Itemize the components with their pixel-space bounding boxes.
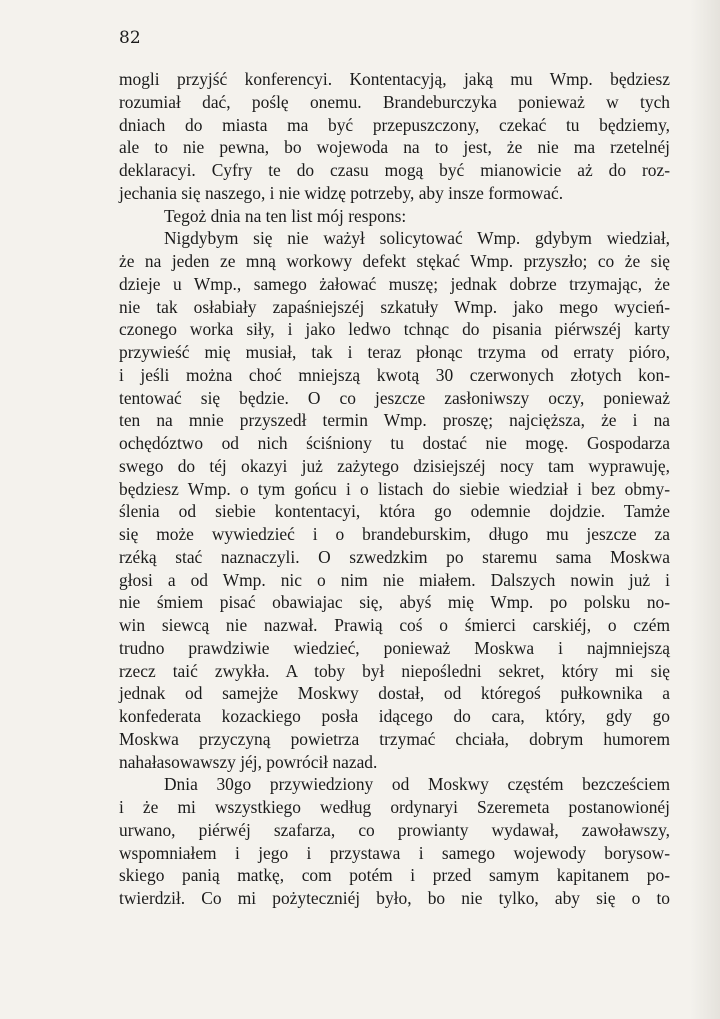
text-line: Dnia 30go przywiedziony od Moskwy częstém bezcześciem [164, 774, 670, 795]
text-line: Nigdybym się nie ważył solicytować Wmp. gdybym wiedział, [164, 228, 670, 249]
text-line: głosi a od Wmp. nic o nim nie miałem. Dalszych nowin już i [119, 569, 670, 590]
page-number: 82 [119, 28, 141, 48]
text-line: win siewcą nie nazwał. Prawią coś o śmierci carskiéj, o czém [119, 615, 670, 635]
text-line: dzieje u Wmp., samego żałować muszę; jednak dobrze trzymając, że [119, 273, 670, 294]
text-line: będziesz Wmp. o tym gońcu i o listach do siebie wiedział i bez obmy- [119, 478, 670, 499]
text-line: urwano, piérwéj szafarza, co prowianty wydawał, zawoławszy, [119, 819, 670, 840]
text-line: Tegoż dnia na ten list mój respons: [164, 205, 407, 226]
text-line: rzéką stać naznaczyli. O szwedzkim po staremu sama Moskwa [119, 546, 670, 567]
text-line: jednak od samejże Moskwy dostał, od któregoś pułkownika a [119, 683, 670, 704]
text-line: swego do téj okazyi już zażytego dzisiejszéj nocy tam wyprawuję, [119, 455, 670, 476]
text-line: rozumiał dać, poślę onemu. Brandeburczyka ponieważ w tych [119, 91, 670, 112]
text-line: się może wywiedzieć i o brandeburskim, długo mu jeszcze za [119, 524, 670, 544]
text-line: nie śmiem pisać obawiajac się, abyś mię Wmp. po polsku no- [119, 592, 670, 613]
text-line: ale to nie pewna, bo wojewoda na to jest, że nie ma rzetelnéj [119, 137, 670, 158]
text-line: ślenia od siebie kontentacyi, która go odemnie dojdzie. Tamże [119, 501, 670, 522]
text-line: deklaracyi. Cyfry te do czasu mogą być mianowicie aż do roz- [119, 160, 670, 180]
text-line: przywieść mię musiał, tak i teraz płonąc trzyma od erraty pióro, [119, 342, 670, 362]
text-line: jechania się naszego, i nie widzę potrzeby, aby insze formować. [119, 182, 564, 203]
text-line: że na jeden ze mną workowy defekt stękać Wmp. przyszło; co że się [119, 251, 670, 271]
text-line: i że mi wszystkiego według ordynaryi Szeremeta postanowionéj [119, 797, 670, 817]
page-edge-shadow [690, 0, 720, 1019]
text-line: czonego worka siły, i jako ledwo tchnąc do pisania piérwszéj karty [119, 319, 670, 340]
text-line: rzecz taić zwykła. A toby był niepośledni sekret, który mi się [119, 660, 670, 681]
text-line: ten na mnie przyszedł termin Wmp. proszę; najcięższa, że i na [119, 410, 670, 431]
text-line: mogli przyjść konferencyi. Kontentacyją, jaką mu Wmp. będziesz [119, 69, 670, 89]
text-line: dniach do miasta ma być przepuszczony, czekać tu będziemy, [119, 114, 670, 135]
text-line: wspomniałem i jego i przystawa i samego wojewody borysow- [119, 842, 670, 863]
text-line: ochędóztwo od nich ściśniony tu dostać nie mogę. Gospodarza [119, 433, 670, 453]
text-line: nie tak osłabiały zapaśniejszéj szkatuły Wmp. jako mego wycień- [119, 296, 670, 317]
text-line: skiego panią matkę, com potém i przed samym kapitanem po- [119, 865, 670, 886]
text-line: Moskwa przyczyną powietrza trzymać chciała, dobrym humorem [119, 728, 670, 749]
text-line: trudno prawdziwie wiedzieć, ponieważ Moskwa i najmniejszą [119, 637, 670, 658]
text-line: i jeśli można choć mniejszą kwotą 30 czerwonych złotych kon- [119, 364, 670, 385]
text-line: tentować się będzie. O co jeszcze zasłoniwszy oczy, ponieważ [119, 387, 670, 408]
body-text [119, 68, 670, 910]
text-line: konfederata kozackiego posła idącego do cara, który, gdy go [119, 706, 670, 726]
text-line: nahałasowawszy jéj, powrócił nazad. [119, 751, 378, 772]
text-line: twierdził. Co mi pożyteczniéj było, bo nie tylko, aby się o to [119, 888, 670, 908]
